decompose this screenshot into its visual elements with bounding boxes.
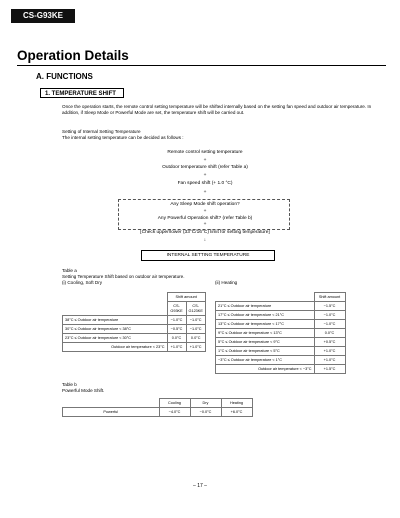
flow-step-fan: Fan speed shift (+ 1.0 °C)	[177, 181, 233, 186]
page-title: Operation Details	[17, 48, 129, 63]
table-row: −3°C ≤ Outdoor air temperature < 1°C +1.0°C	[216, 356, 346, 365]
table-row: Outdoor air temperature < 23°C +1.0°C +1.0°C	[63, 343, 206, 352]
flow-step-sleep: Any Sleep Mode shift operation?	[170, 202, 240, 207]
flow-arrow: ↓	[203, 238, 207, 243]
table-row: Outdoor air temperature < −3°C +1.5°C	[216, 365, 346, 374]
intro-subheading: Setting of Internal Setting Temperature	[62, 129, 141, 134]
heating-label: (ii) Heating	[215, 280, 238, 285]
table-header: Heating	[221, 399, 252, 408]
table-row: 13°C ≤ Outdoor air temperature < 17°C −1.0°C	[216, 320, 346, 329]
table-row: 30°C ≤ Outdoor air temperature < 38°C −0.5°C −1.0°C	[63, 325, 206, 334]
table-row: 23°C ≤ Outdoor air temperature < 30°C 0.0°C 0.0°C	[63, 334, 206, 343]
heating-shift-header: Shift amount	[314, 293, 345, 302]
table-row: 5°C ≤ Outdoor air temperature < 9°C +0.5°C	[216, 338, 346, 347]
subsection-heading: 1. TEMPERATURE SHIFT	[40, 88, 124, 98]
flow-step-limit: [Check upper/lower (33°C/16°C) limit for setting temperature]	[140, 230, 270, 235]
model-tag: CS-G93KE	[11, 9, 75, 23]
title-rule	[17, 65, 386, 66]
cooling-col-header: CS-G93KE	[167, 302, 186, 316]
table-a-title: Table a	[62, 268, 77, 273]
intro-text: The internal setting temperature can be decided as follows :	[62, 135, 184, 140]
table-b-title: Table b	[62, 382, 77, 387]
table-a-caption: Setting Temperature Shift based on outdoor air temperature.	[62, 274, 185, 279]
cooling-shift-header: Shift amount	[167, 293, 205, 302]
flow-result: INTERNAL SETTING TEMPERATURE	[141, 250, 275, 261]
section-heading: A. FUNCTIONS	[36, 72, 93, 81]
table-row: 17°C ≤ Outdoor air temperature < 21°C −1.0°C	[216, 311, 346, 320]
flow-plus: +	[203, 190, 207, 195]
table-row: 9°C ≤ Outdoor air temperature < 13°C 0.0°C	[216, 329, 346, 338]
table-header: Cooling	[159, 399, 190, 408]
flow-step-powerful: Any Powerful Operation shift? (refer Table b)	[157, 216, 253, 221]
page-number: – 17 –	[193, 483, 207, 489]
heating-table	[215, 292, 346, 374]
flow-plus: +	[203, 158, 207, 163]
flow-plus: +	[203, 173, 207, 178]
cooling-col-header: CS-G123KE	[186, 302, 205, 316]
cooling-label: (i) Cooling, Soft Dry	[62, 280, 103, 285]
table-row: Powerful −4.0°C −0.0°C +6.0°C	[63, 408, 253, 417]
table-row: 21°C ≤ Outdoor air temperature −1.5°C	[216, 302, 346, 311]
table-row: 1°C ≤ Outdoor air temperature < 5°C +1.0°C	[216, 347, 346, 356]
flow-plus: +	[203, 209, 207, 214]
flow-step-outdoor: Outdoor temperature shift (refer Table a)	[162, 165, 248, 170]
flow-step-remote: Remote control setting temperature	[167, 150, 243, 155]
cooling-table	[62, 292, 206, 352]
table-header: Dry	[190, 399, 221, 408]
intro-paragraph: Once the operation starts, the remote control setting temperature will be shifted internally based on the setting fan speed and outdoor air temperature. In addition, if Sleep Mode or Powerful Mode are set, the temperature shift will be carried out.	[62, 104, 372, 116]
table-b-caption: Powerful Mode Shift.	[62, 388, 105, 393]
powerful-table	[62, 398, 253, 417]
flow-plus: +	[203, 222, 207, 227]
table-row: 38°C ≤ Outdoor air temperature −1.0°C −1.0°C	[63, 316, 206, 325]
